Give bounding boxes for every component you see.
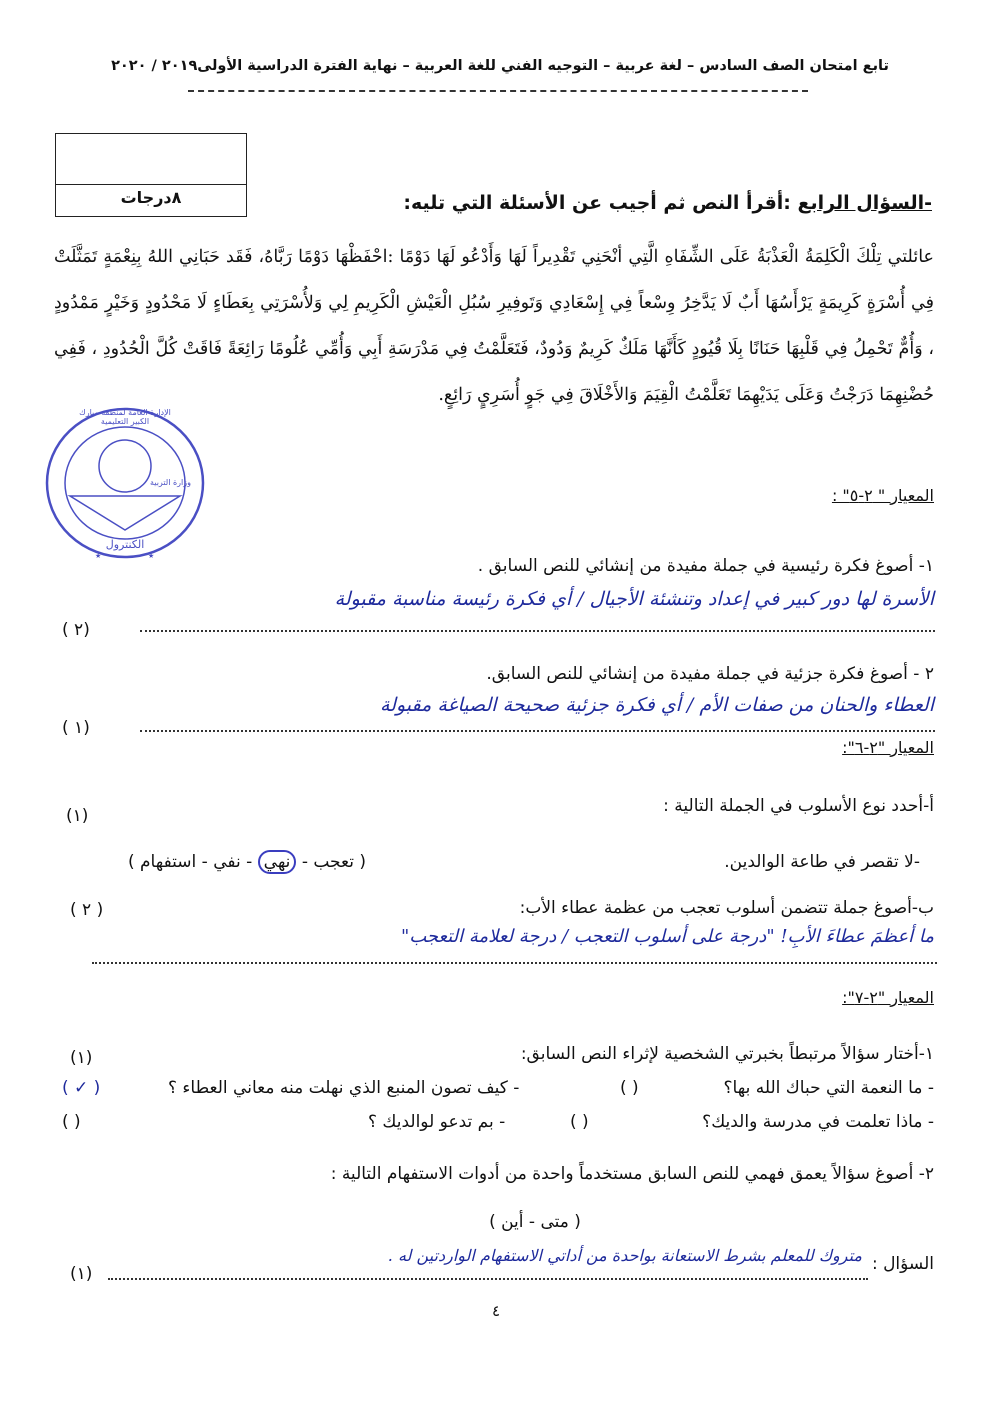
stamp-outer-text: الإدارة العامة لمنطقة مبارك الكبير التعليمية — [79, 408, 171, 426]
qa-style-type: أ-أحدد نوع الأسلوب في الجملة التالية : — [663, 796, 934, 816]
q3-option-b: - كيف تصون المنبع الذي نهلت منه معاني العطاء ؟ — [168, 1078, 520, 1098]
q3-option-b-paren-checked: ( ✓ ) — [62, 1078, 101, 1098]
q1-main-idea: ١- أصوغ فكرة رئيسية في جملة مفيدة من إنشائي للنص السابق . — [477, 556, 934, 576]
official-stamp — [40, 398, 210, 568]
qb-answer-line — [92, 962, 937, 964]
q3-option-d-paren: ( ) — [62, 1112, 81, 1132]
q3-option-d: - بم تدعو لوالديك ؟ — [368, 1112, 506, 1132]
q2-mark: ( ١) — [62, 718, 90, 738]
question-title — [403, 192, 932, 214]
q3-option-a: - ما النعمة التي حباك الله بها؟ — [723, 1078, 934, 1098]
q3-option-c-paren: ( ) — [570, 1112, 589, 1132]
qa-sentence: -لا تقصر في طاعة الوالدين. — [724, 852, 920, 872]
criterion-2-7 — [842, 988, 934, 1007]
q1-mark: ( ٢) — [62, 620, 90, 640]
q3-2-mark: (١) — [70, 1264, 93, 1284]
grade-box — [55, 133, 247, 217]
q3-option-c: - ماذا تعلمت في مدرسة والديك؟ — [702, 1112, 934, 1132]
q1-answer: الأسرة لها دور كبير في إعداد وتنشئة الأجيال / أي فكرة رئيسة مناسبة مقبولة — [334, 588, 934, 610]
qa-selected-option: نهي — [258, 850, 297, 874]
stamp-star-icon: ★ — [95, 552, 102, 560]
qb-exclamation: ب-أصوغ جملة تتضمن أسلوب تعجب من عظمة عطاء الأب: — [519, 898, 934, 918]
qa-option-start: ( تعجب - — [301, 852, 367, 872]
q3-2-write-question: ٢- أصوغ سؤالاً يعمق فهمي للنص السابق مستخدماً واحدة من أدوات الاستفهام التالية : — [330, 1164, 934, 1184]
qa-options — [128, 852, 366, 872]
q3-option-a-paren: ( ) — [620, 1078, 639, 1098]
q2-answer-line — [140, 730, 935, 732]
svg-text:★: ★ — [148, 552, 155, 560]
reading-passage — [54, 234, 934, 418]
qa-option-rest: - نفي - استفهام ) — [128, 852, 253, 872]
passage-text: عائلتي تِلْكَ الْكَلِمَةُ الْعَذْبَةُ عَلَى الشِّفَاهِ الَّتِي أنْحَنِي تَقْدِيراً لَهَا وَأَدْعُو لَهَا دَوْمًا :احْفَظْهَا دَوْمًا رَبَّاهُ، فَقَد حَبَانِي اللهُ بِنِعْمَةٍ تَمَثَّلَتْ فِي أُسْرَةٍ كَرِيمَةٍ يَرْأَسُهَا أَبٌ لَا يَدَّخِرُ وِسْعاً فِي إِسْعَادِي وَتَوفِيرِ سُبُلِ الْعَيْشِ الْكَرِيمِ لِي وَلأُسْرَتِي بِعَطَاءٍ لَا مَحْدُودٍ وَخَيْرٍ مَمْدُودٍ ، وَأُمٌّ تَحْمِلُ فِي قَلْبِهَا حَنَانًا بِلَا قُيُودٍ كَأَنَّهَا مَلَكٌ كَرِيمٌ وَدُودٌ، فَتَعَلَّمْتُ فِي مَدْرَسَةِ أَبِي وَأُمِّي عُلُومًا رَائِعَةً فَاقَتْ كُلَّ الْحُدُودِ ، فَفِي حُضْنِهِمَا دَرَجْتُ وَعَلَى يَدَيْهِمَا تَعَلَّمْتُ الْقِيَمَ وَالأَخْلَاقَ فِي جَوٍ أُسَرِيٍ رَائِعٍ. — [54, 247, 934, 405]
q1-answer-line — [140, 630, 935, 632]
q2-sub-idea: ٢ - أصوغ فكرة جزئية في جملة مفيدة من إنشائي للنص السابق. — [486, 664, 934, 684]
stamp-bottom-text: الكنترول — [105, 538, 145, 551]
header-divider — [188, 90, 808, 92]
page-number: ٤ — [491, 1302, 501, 1320]
criterion-2-5-label: المعيار " ٢-٥" : — [831, 486, 934, 505]
q3-1-mark: (١) — [70, 1048, 93, 1068]
question-label: -السؤال الرابع — [797, 192, 932, 214]
grade-box-divider — [56, 184, 246, 185]
criterion-2-7-label: المعيار "٢-٧": — [842, 988, 934, 1007]
qb-mark: ( ٢ ) — [70, 900, 104, 920]
question-instruction: :أقرأ النص ثم أجيب عن الأسئلة التي تليه: — [403, 192, 798, 214]
q2-answer: العطاء والحنان من صفات الأم / أي فكرة جزئية صحيحة الصياغة مقبولة — [380, 694, 934, 716]
grade-box-label: ٨درجات — [120, 188, 182, 207]
criterion-2-5 — [832, 486, 934, 505]
q3-2-answer-line — [108, 1278, 868, 1280]
qa-mark: (١) — [66, 806, 89, 826]
qb-answer: ما أعظمَ عطاءَ الأبِ! "درجة على أسلوب التعجب / درجة لعلامة التعجب" — [400, 926, 934, 947]
q3-2-answer: متروك للمعلم بشرط الاستعانة بواحدة من أداتي الاستفهام الواردتين له . — [387, 1246, 862, 1265]
stamp-ring-text: وزارة التربية — [150, 478, 191, 487]
q3-2-tools: ( متى - أين ) — [489, 1212, 581, 1232]
exam-header: تابع امتحان الصف السادس – لغة عربية – التوجيه الفني للغة العربية – نهاية الفترة الدراسية الأولى٢٠١٩ / ٢٠٢٠ — [111, 58, 889, 74]
q3-2-answer-label: السؤال : — [871, 1254, 934, 1274]
criterion-2-6-label: المعيار "٢-٦": — [842, 738, 934, 757]
q3-1-choose-question: ١-أختار سؤالاً مرتبطاً بخبرتي الشخصية لإثراء النص السابق: — [520, 1044, 934, 1064]
criterion-2-6 — [842, 738, 934, 757]
